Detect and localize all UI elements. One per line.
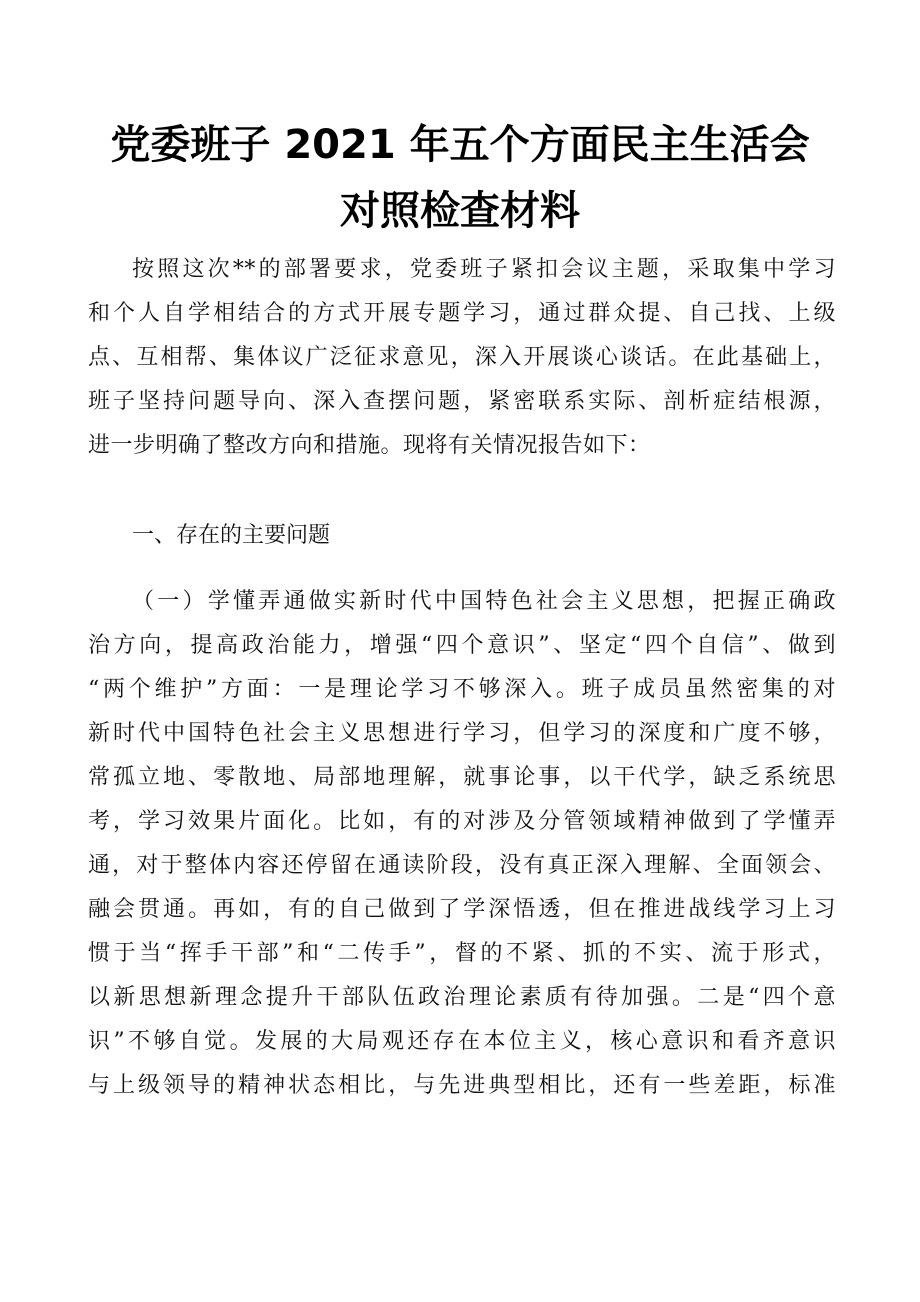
paragraph-line: 通，对于整体内容还停留在通读阶段，没有真正深入理解、全面领会、: [88, 853, 836, 878]
paragraph-line: 以新思想新理念提升干部队伍政治理论素质有待加强。二是“四个意: [88, 985, 836, 1010]
paragraph-line: （一）学懂弄通做实新时代中国特色社会主义思想，把握正确政: [132, 589, 836, 614]
intro-line: 班子坚持问题导向、深入查摆问题，紧密联系实际、剖析症结根源，: [88, 389, 836, 414]
document-title: [80, 112, 840, 244]
title-line-2: 对照检查材料: [340, 188, 580, 234]
paragraph-line: 融会贯通。再如，有的自己做到了学深悟透，但在推进战线学习上习: [88, 897, 836, 922]
paragraph-line: 与上级领导的精神状态相比，与先进典型相比，还有一些差距，标准: [88, 1073, 836, 1098]
paragraph-line: 新时代中国特色社会主义思想进行学习，但学习的深度和广度不够，: [88, 721, 836, 746]
paragraph-line: 惯于当“挥手干部”和“二传手”，督的不紧、抓的不实、流于形式，: [88, 941, 836, 966]
intro-line: 点、互相帮、集体议广泛征求意见，深入开展谈心谈话。在此基础上，: [88, 345, 836, 370]
section-1-paragraph: [88, 580, 836, 1108]
intro-line: 进一步明确了整改方向和措施。现将有关情况报告如下：: [88, 433, 651, 458]
paragraph-line: “两个维护”方面：一是理论学习不够深入。班子成员虽然密集的对: [88, 677, 836, 702]
paragraph-line: 考，学习效果片面化。比如，有的对涉及分管领域精神做到了学懂弄: [88, 809, 836, 834]
intro-line: 按照这次**的部署要求，党委班子紧扣会议主题，采取集中学习: [132, 257, 836, 282]
paragraph-line: 治方向，提高政治能力，增强“四个意识”、坚定“四个自信”、做到: [88, 633, 836, 658]
title-line-1: 党委班子 2021 年五个方面民主生活会: [110, 122, 810, 168]
paragraph-line: 常孤立地、零散地、局部地理解，就事论事，以干代学，缺乏系统思: [88, 765, 836, 790]
section-heading: 一、存在的主要问题: [132, 523, 331, 548]
paragraph-line: 识”不够自觉。发展的大局观还存在本位主义，核心意识和看齐意识: [88, 1029, 836, 1054]
intro-line: 和个人自学相结合的方式开展专题学习，通过群众提、自己找、上级: [88, 301, 836, 326]
intro-paragraph: [88, 248, 836, 468]
